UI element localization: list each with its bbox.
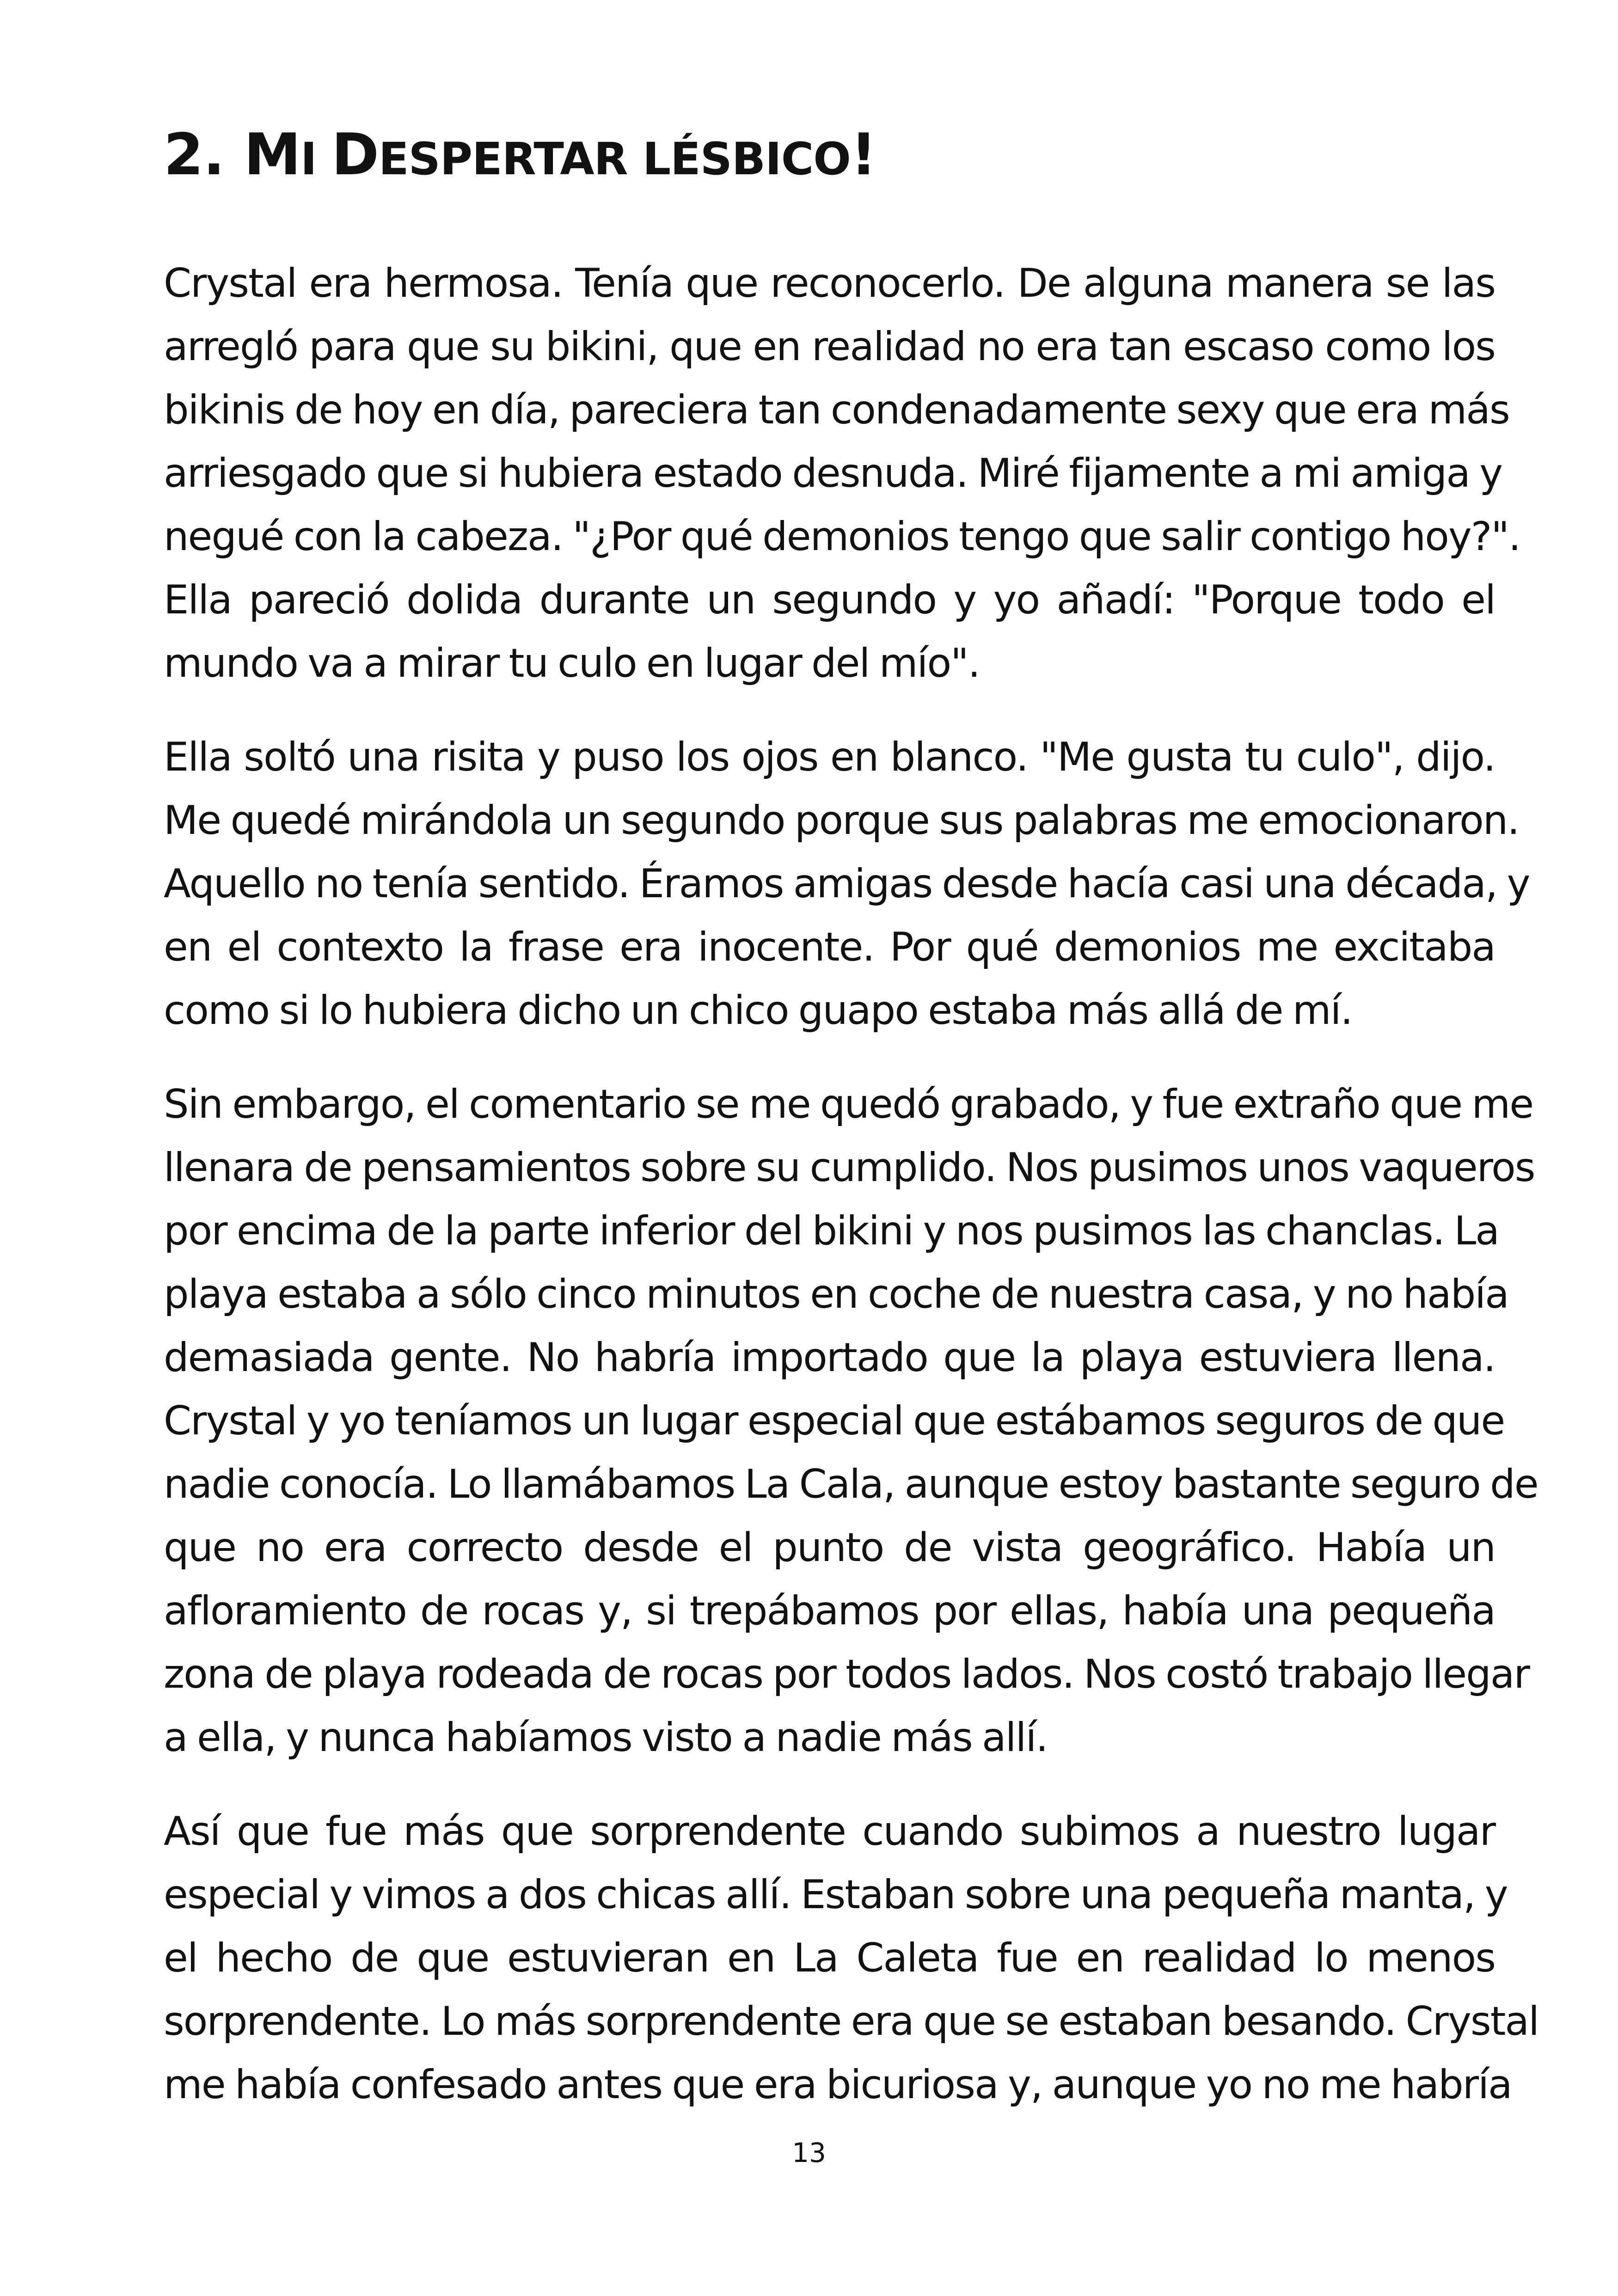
text-line: afloramiento de rocas y, si trepábamos por ellas, había una pequeña xyxy=(164,1588,1495,1634)
title-part: D xyxy=(331,122,379,188)
title-part: I xyxy=(300,133,332,185)
paragraph-1 xyxy=(164,252,1520,695)
text-line: Aquello no tenía sentido. Éramos amigas desde hacía casi una década, y xyxy=(164,861,1530,907)
text-line: Me quedé mirándola un segundo porque sus palabras me emocionaron. xyxy=(164,797,1519,844)
text-line: llenara de pensamientos sobre su cumplido. Nos pusimos unos vaqueros xyxy=(164,1145,1535,1191)
title-part: ! xyxy=(850,122,876,188)
chapter-title-text xyxy=(244,122,876,188)
text-line: Crystal era hermosa. Tenía que reconocerlo. De alguna manera se las xyxy=(164,260,1495,306)
text-line: Sin embargo, el comentario se me quedó grabado, y fue extraño que me xyxy=(164,1081,1533,1127)
text-line: zona de playa rodeada de rocas por todos lados. Nos costó trabajo llegar xyxy=(164,1651,1529,1697)
text-line: arriesgado que si hubiera estado desnuda. Miré fijamente a mi amiga y xyxy=(164,450,1502,496)
chapter-title xyxy=(164,118,876,196)
text-line: Ella pareció dolida durante un segundo y yo añadí: "Porque todo el xyxy=(164,577,1495,623)
title-part: M xyxy=(244,122,300,188)
text-line: sorprendente. Lo más sorprendente era que se estaban besando. Crystal xyxy=(164,1998,1539,2045)
text-line: Así que fue más que sorprendente cuando subimos a nuestro lugar xyxy=(164,1808,1495,1855)
text-line: Ella soltó una risita y puso los ojos en blanco. "Me gusta tu culo", dijo. xyxy=(164,734,1495,780)
text-line: en el contexto la frase era inocente. Por qué demonios me excitaba xyxy=(164,924,1495,970)
text-line: me había confesado antes que era bicuriosa y, aunque yo no me habría xyxy=(164,2062,1512,2108)
text-line: arregló para que su bikini, que en realidad no era tan escaso como los xyxy=(164,324,1495,370)
chapter-number: 2. xyxy=(164,122,225,188)
text-line: como si lo hubiera dicho un chico guapo estaba más allá de mí. xyxy=(164,987,1352,1034)
body-text xyxy=(164,252,1539,2147)
text-line: Crystal y yo teníamos un lugar especial que estábamos seguros de que xyxy=(164,1398,1505,1444)
text-line: que no era correcto desde el punto de vista geográfico. Había un xyxy=(164,1525,1495,1571)
text-line: mundo va a mirar tu culo en lugar del mío". xyxy=(164,640,980,686)
text-line: negué con la cabeza. "¿Por qué demonios tengo que salir contigo hoy?". xyxy=(164,514,1520,560)
text-line: nadie conocía. Lo llamábamos La Cala, aunque estoy bastante seguro de xyxy=(164,1461,1538,1507)
title-part: ESPERTAR LÉSBICO xyxy=(379,133,851,185)
page-number: 13 xyxy=(792,2137,826,2168)
text-line: a ella, y nunca habíamos visto a nadie más allí. xyxy=(164,1714,1048,1761)
text-line: demasiada gente. No habría importado que la playa estuviera llena. xyxy=(164,1335,1495,1381)
text-line: por encima de la parte inferior del bikini y nos pusimos las chanclas. La xyxy=(164,1208,1499,1254)
paragraph-2 xyxy=(164,726,1530,1042)
paragraph-4 xyxy=(164,1800,1539,2117)
text-line: el hecho de que estuvieran en La Caleta fue en realidad lo menos xyxy=(164,1935,1495,1981)
text-line: playa estaba a sólo cinco minutos en coche de nuestra casa, y no había xyxy=(164,1271,1508,1317)
paragraph-3 xyxy=(164,1073,1538,1769)
text-line: especial y vimos a dos chicas allí. Estaban sobre una pequeña manta, y xyxy=(164,1872,1508,1918)
text-line: bikinis de hoy en día, pareciera tan condenadamente sexy que era más xyxy=(164,387,1509,433)
